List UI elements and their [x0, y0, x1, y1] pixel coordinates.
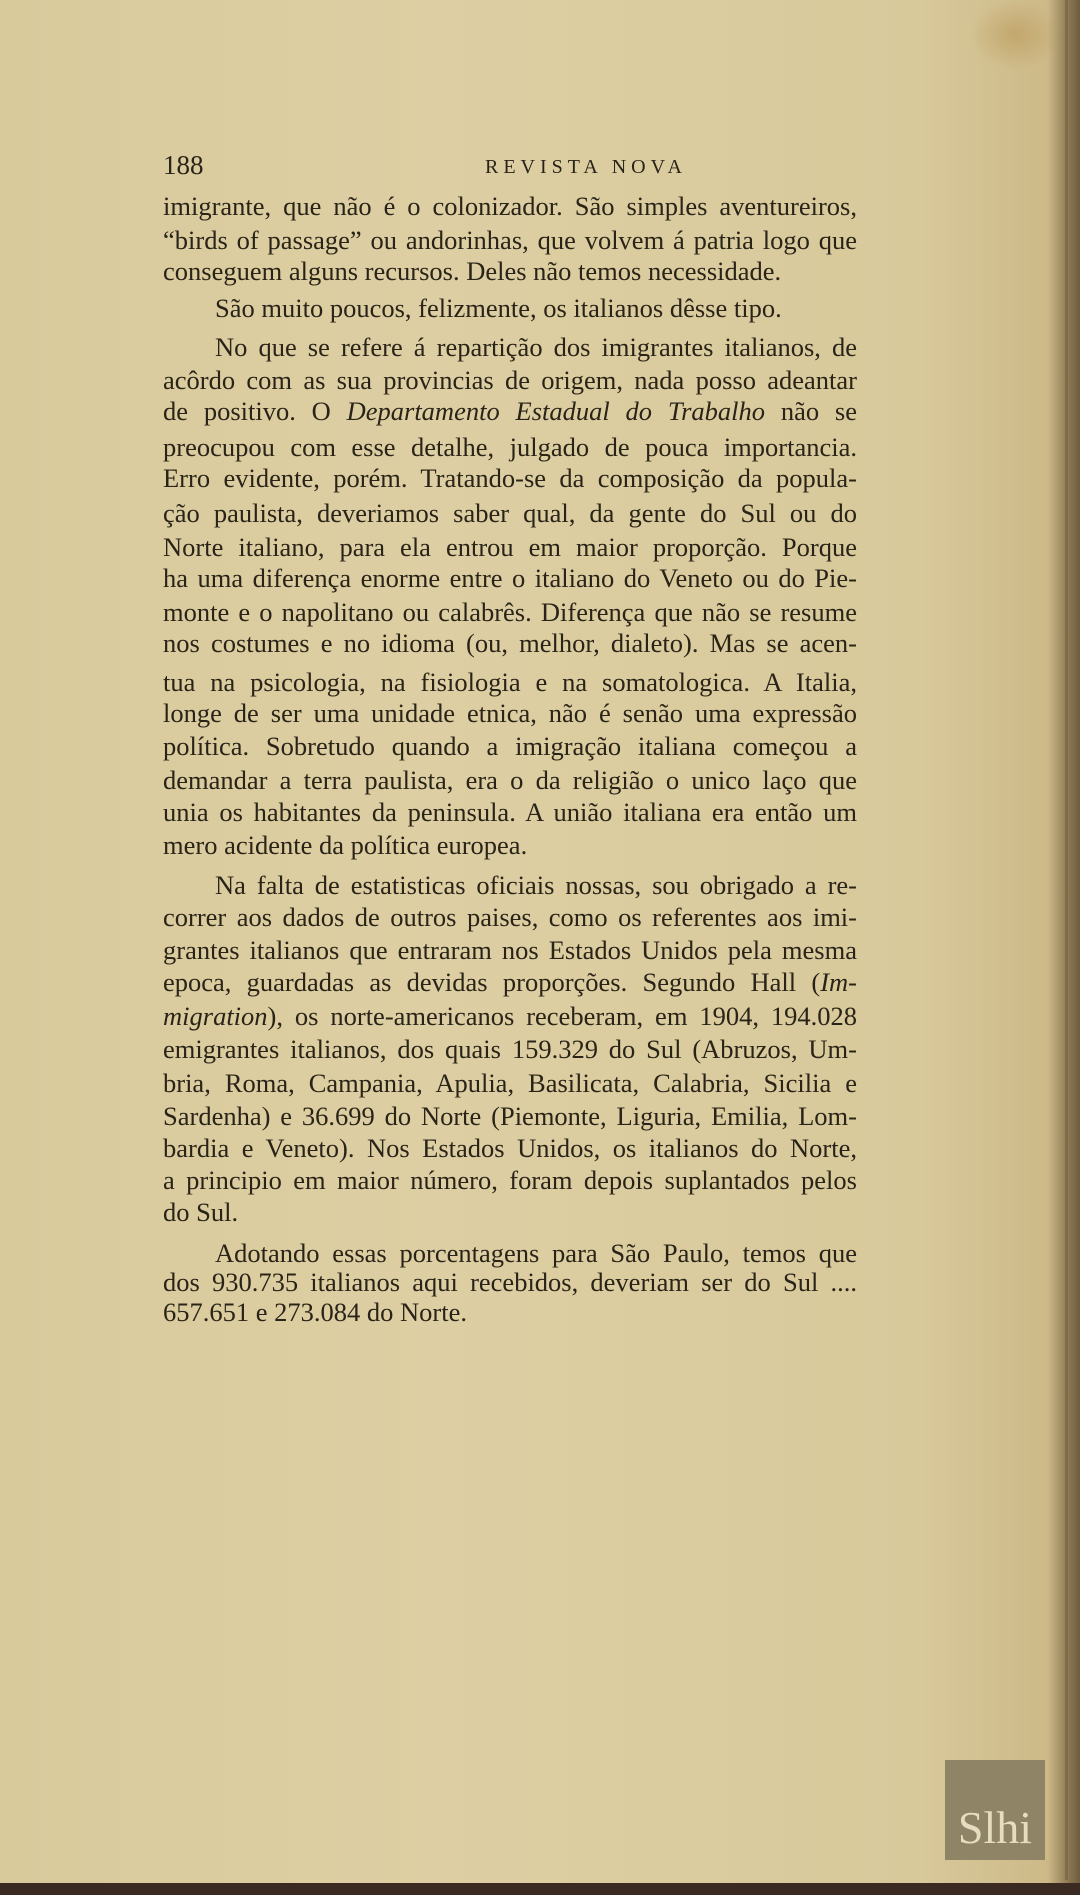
- text-segment: Sardenha) e 36.699 do Norte (Piemonte, Liguria, Emilia, Lom-: [163, 1101, 857, 1131]
- text-line: [163, 596, 857, 629]
- text-segment: bria, Roma, Campania, Apulia, Basilicata, Calabria, Sicilia e: [163, 1068, 857, 1098]
- text-line: [163, 531, 857, 564]
- text-segment: política. Sobretudo quando a imigração italiana começou a: [163, 731, 857, 761]
- text-line: [163, 764, 857, 797]
- text-segment: do Sul.: [163, 1197, 239, 1227]
- text-segment: “birds of passage” ou andorinhas, que volvem á patria logo que: [163, 225, 857, 255]
- text-line: [163, 497, 857, 530]
- text-segment: epoca, guardadas as devidas proporções. Segundo Hall (: [163, 967, 821, 997]
- paper-stain: [970, 0, 1060, 70]
- text-segment: de positivo. O: [163, 396, 347, 426]
- text-segment: 657.651 e 273.084 do Norte.: [163, 1297, 467, 1327]
- text-segment: grantes italianos que entraram nos Estados Unidos pela mesma: [163, 935, 857, 965]
- text-line: [163, 1067, 857, 1100]
- text-line: [163, 1033, 857, 1066]
- text-line: [163, 829, 857, 862]
- text-segment: longe de ser uma unidade etnica, não é senão uma expressão: [163, 698, 857, 728]
- text-segment: nos costumes e no idioma (ou, melhor, dialeto). Mas se acen-: [163, 628, 857, 658]
- text-segment: preocupou com esse detalhe, julgado de pouca importancia.: [163, 432, 857, 462]
- text-segment: ha uma diferença enorme entre o italiano do Veneto ou do Pie-: [163, 563, 857, 593]
- text-line: [215, 292, 857, 325]
- text-line: [163, 224, 857, 257]
- text-segment: monte e o napolitano ou calabrês. Diferença que não se resume: [163, 597, 857, 627]
- text-line: [163, 364, 857, 397]
- text-segment: conseguem alguns recursos. Deles não temos necessidade.: [163, 256, 782, 286]
- text-line: [215, 331, 857, 364]
- text-line: [163, 697, 857, 730]
- text-line: [163, 796, 857, 829]
- text-line: [163, 1296, 857, 1329]
- text-line: [163, 431, 857, 464]
- scan-bottom-edge: [0, 1883, 1080, 1895]
- text-line: [163, 1100, 857, 1133]
- text-line: [163, 255, 857, 288]
- text-segment: emigrantes italianos, dos quais 159.329 do Sul (Abruzos, Um-: [163, 1034, 857, 1064]
- text-segment: imigrante, que não é o colonizador. São simples aventureiros,: [163, 191, 857, 221]
- text-line: [215, 869, 857, 902]
- text-line: [163, 395, 857, 428]
- text-segment: unia os habitantes da peninsula. A união italiana era então um: [163, 797, 857, 827]
- text-line: [163, 1164, 857, 1197]
- text-line: [163, 901, 857, 934]
- text-segment: ), os norte-americanos receberam, em 1904, 194.028: [267, 1001, 857, 1031]
- page-number: 188: [163, 150, 204, 180]
- text-segment: não se: [765, 396, 857, 426]
- text-segment: bardia e Veneto). Nos Estados Unidos, os italianos do Norte,: [163, 1133, 857, 1163]
- text-line: [163, 462, 857, 495]
- text-line: [163, 190, 857, 223]
- text-segment: tua na psicologia, na fisiologia e na somatologica. A Italia,: [163, 667, 857, 697]
- text-line: [163, 730, 857, 763]
- slhi-logo: [945, 1760, 1045, 1860]
- text-line: [163, 1000, 857, 1033]
- text-segment: demandar a terra paulista, era o da religião o unico laço que: [163, 765, 857, 795]
- running-title: REVISTA NOVA: [485, 156, 687, 178]
- text-segment: Adotando essas porcentagens para São Paulo, temos que: [215, 1238, 857, 1268]
- italic-title: Im-: [820, 967, 857, 997]
- logo-text: Slhi: [957, 1802, 1033, 1853]
- text-line: [163, 627, 857, 660]
- text-segment: acôrdo com as sua provincias de origem, nada posso adeantar: [163, 365, 857, 395]
- text-line: [163, 666, 857, 699]
- text-segment: Norte italiano, para ela entrou em maior proporção. Porque: [163, 532, 857, 562]
- page-header: [163, 150, 857, 186]
- text-segment: São muito poucos, felizmente, os italianos dêsse tipo.: [215, 293, 782, 323]
- text-segment: mero acidente da política europea.: [163, 830, 528, 860]
- text-line: [163, 966, 857, 999]
- text-segment: dos 930.735 italianos aqui recebidos, deveriam ser do Sul ....: [163, 1267, 857, 1297]
- text-segment: correr aos dados de outros paises, como os referentes aos imi-: [163, 902, 857, 932]
- text-segment: No que se refere á repartição dos imigrantes italianos, de: [215, 332, 857, 362]
- italic-title: migration: [163, 1001, 268, 1031]
- text-line: [163, 934, 857, 967]
- text-segment: Na falta de estatisticas oficiais nossas, sou obrigado a re-: [215, 870, 857, 900]
- italic-title: Departamento Estadual do Trabalho: [346, 396, 766, 426]
- text-line: [163, 1266, 857, 1299]
- text-segment: a principio em maior número, foram depois suplantados pelos: [163, 1165, 857, 1195]
- text-line: [163, 562, 857, 595]
- text-line: [163, 1132, 857, 1165]
- text-segment: ção paulista, deveriamos saber qual, da gente do Sul ou do: [163, 498, 857, 528]
- text-line: [163, 1196, 857, 1229]
- page-edge: [1065, 0, 1068, 1880]
- text-segment: Erro evidente, porém. Tratando-se da composição da popula-: [163, 463, 857, 493]
